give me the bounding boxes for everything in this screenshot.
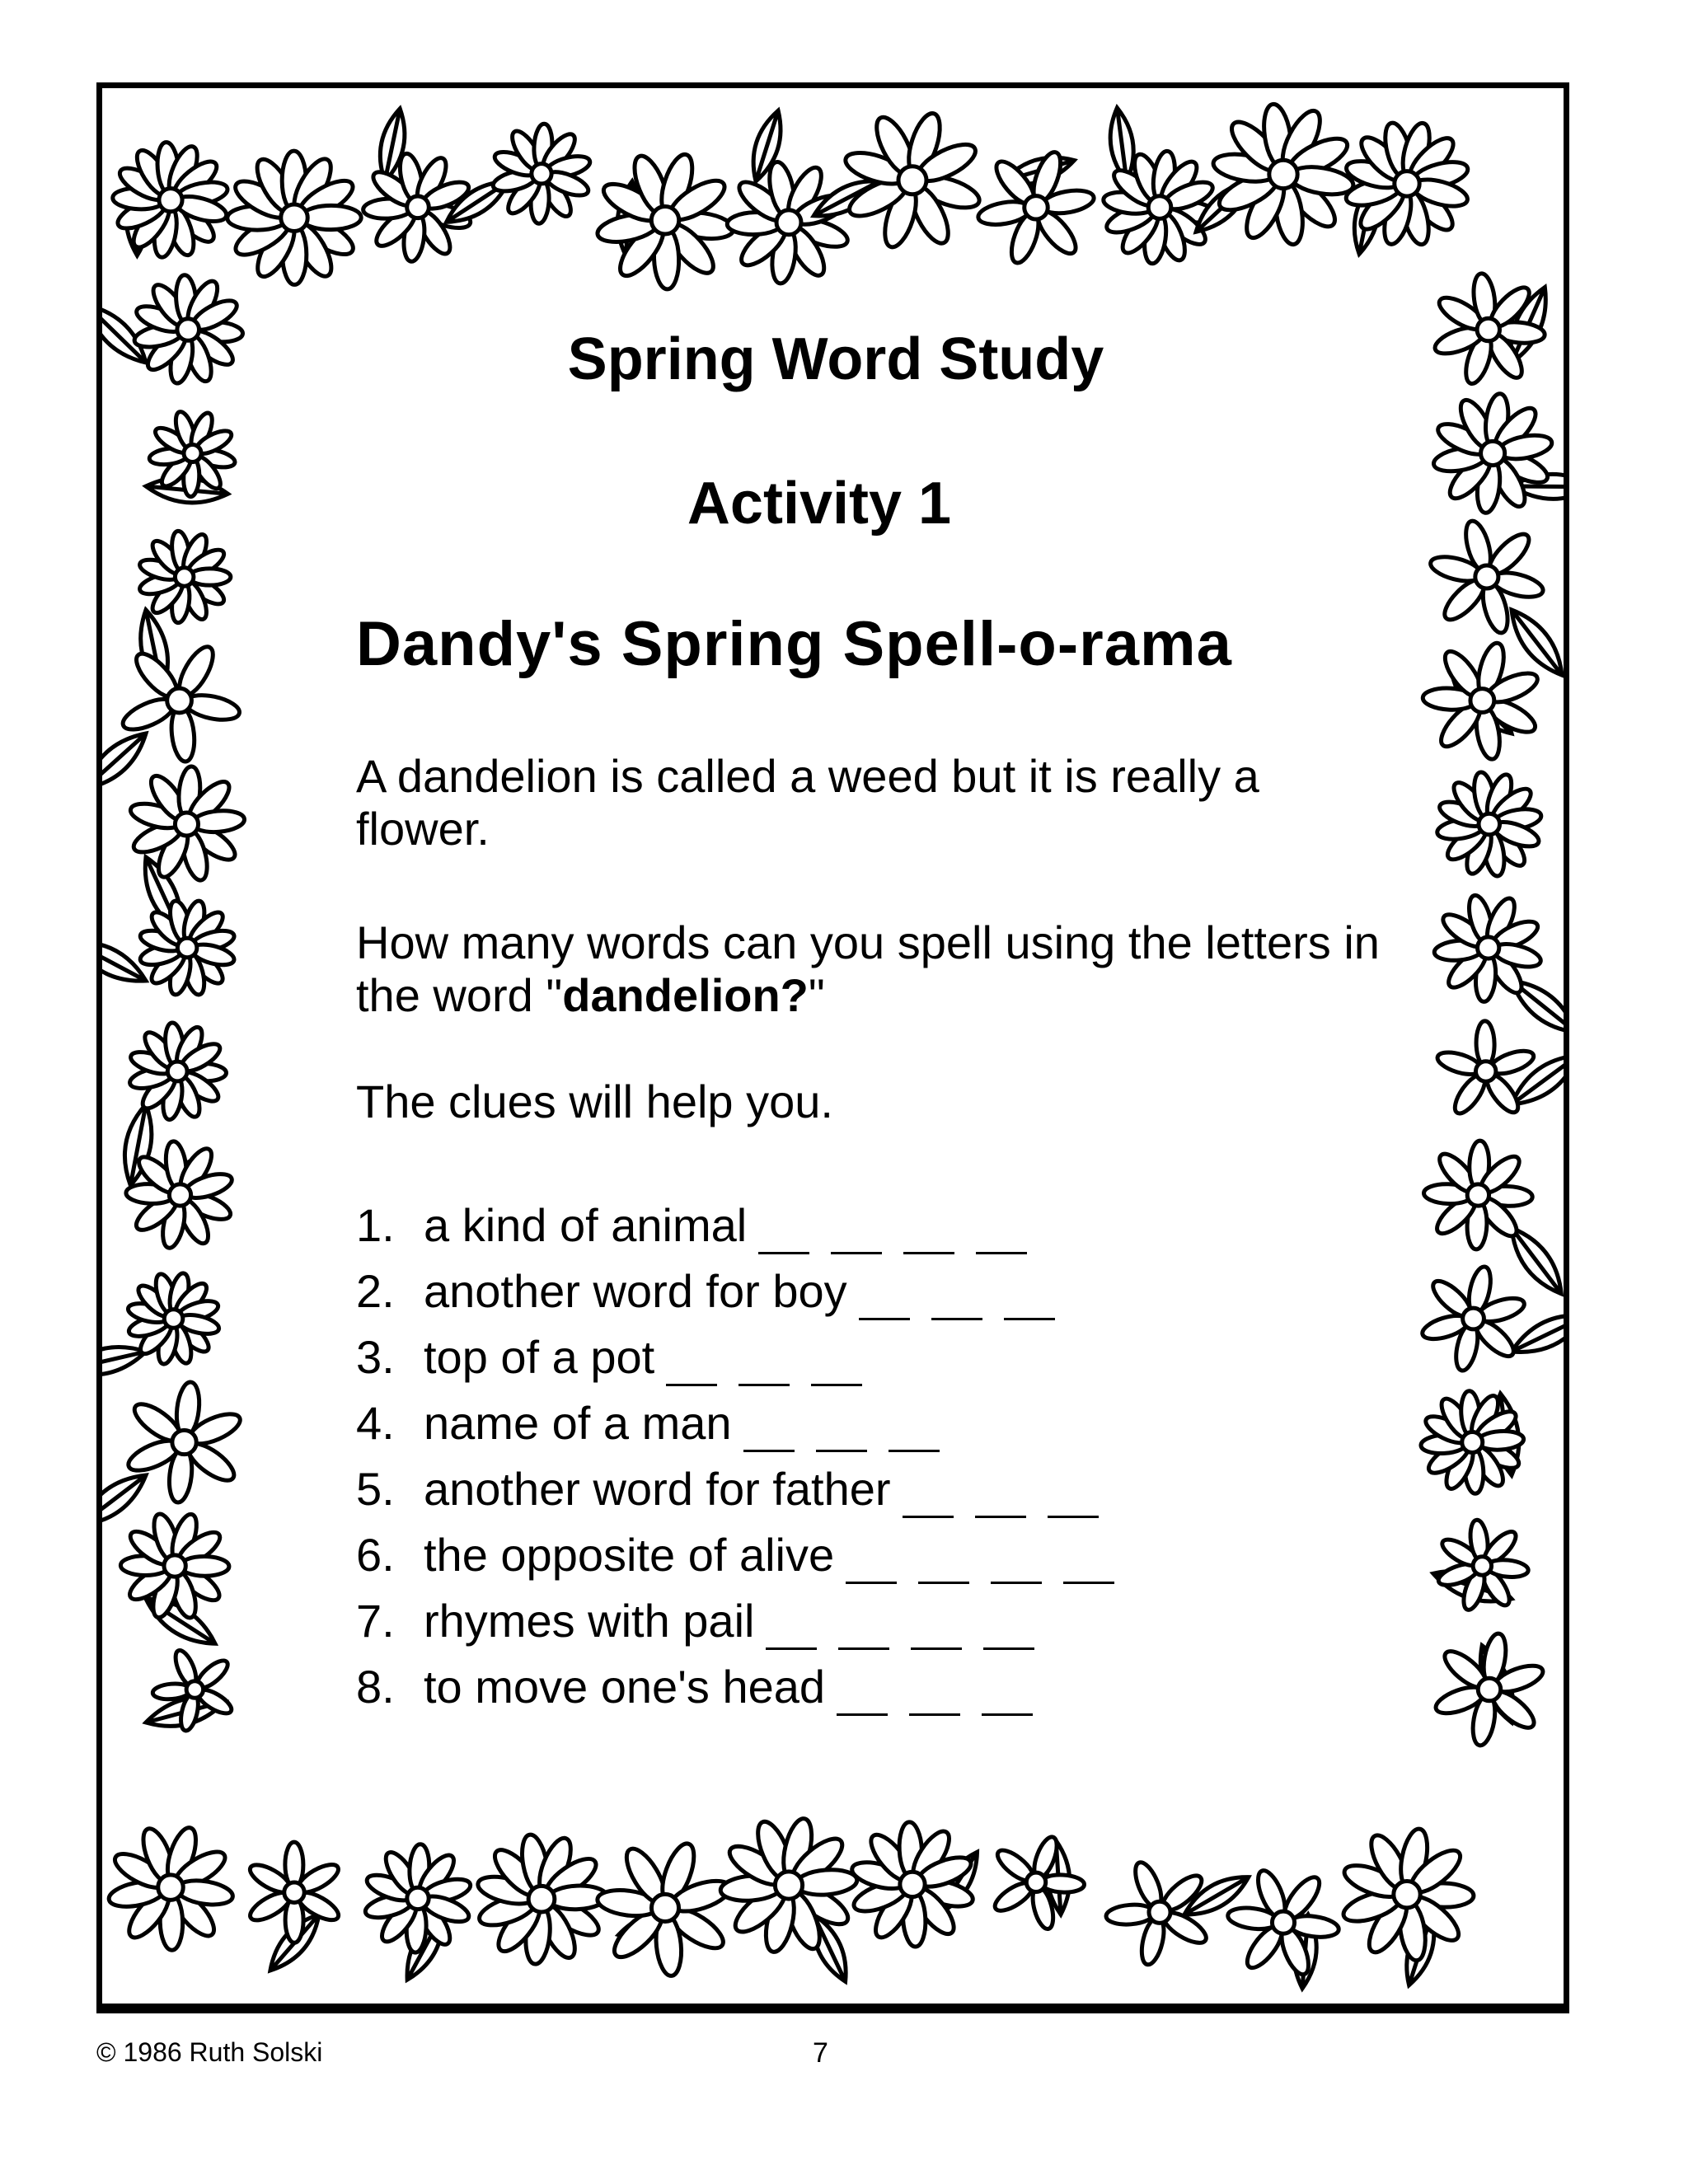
clue-text: another word for father bbox=[424, 1463, 891, 1515]
letter-blank[interactable] bbox=[991, 1549, 1042, 1584]
keyword: dandelion? bbox=[562, 969, 809, 1021]
clue-number: 7. bbox=[356, 1595, 395, 1647]
clue-item bbox=[356, 1460, 1114, 1526]
question-paragraph bbox=[356, 916, 1386, 1022]
answer-blanks bbox=[766, 1601, 1034, 1637]
letter-blank[interactable] bbox=[975, 1483, 1026, 1518]
letter-blank[interactable] bbox=[666, 1351, 717, 1386]
page-number: 7 bbox=[813, 2037, 828, 2069]
clue-item bbox=[356, 1658, 1114, 1724]
clue-number: 3. bbox=[356, 1331, 395, 1383]
clue-number: 5. bbox=[356, 1463, 395, 1515]
letter-blank[interactable] bbox=[1048, 1483, 1099, 1518]
question-text: How many words can you spell using the letters in the word " bbox=[356, 916, 1380, 1021]
letter-blank[interactable] bbox=[903, 1219, 954, 1254]
letter-blank[interactable] bbox=[911, 1615, 962, 1650]
clue-number: 4. bbox=[356, 1397, 395, 1449]
intro-paragraph: A dandelion is called a weed but it is really a flower. bbox=[356, 750, 1259, 855]
answer-blanks bbox=[743, 1404, 940, 1439]
letter-blank[interactable] bbox=[811, 1351, 862, 1386]
clue-text: the opposite of alive bbox=[424, 1529, 835, 1581]
clue-text: a kind of animal bbox=[424, 1199, 748, 1251]
letter-blank[interactable] bbox=[909, 1680, 960, 1716]
activity-heading: Activity 1 bbox=[687, 471, 952, 537]
letter-blank[interactable] bbox=[831, 1219, 882, 1254]
letter-blank[interactable] bbox=[889, 1417, 940, 1452]
letter-blank[interactable] bbox=[846, 1549, 897, 1584]
answer-blanks bbox=[846, 1535, 1114, 1571]
letter-blank[interactable] bbox=[859, 1285, 910, 1320]
letter-blank[interactable] bbox=[743, 1417, 795, 1452]
clue-text: to move one's head bbox=[424, 1661, 826, 1713]
letter-blank[interactable] bbox=[903, 1483, 954, 1518]
clue-text: another word for boy bbox=[424, 1265, 847, 1317]
letter-blank[interactable] bbox=[738, 1351, 790, 1386]
letter-blank[interactable] bbox=[983, 1615, 1034, 1650]
letter-blank[interactable] bbox=[838, 1615, 889, 1650]
letter-blank[interactable] bbox=[1004, 1285, 1055, 1320]
copyright-notice: © 1986 Ruth Solski bbox=[96, 2037, 323, 2067]
clue-text: rhymes with pail bbox=[424, 1595, 755, 1647]
clue-number: 1. bbox=[356, 1199, 395, 1251]
answer-blanks bbox=[666, 1338, 862, 1373]
answer-blanks bbox=[859, 1272, 1055, 1307]
answer-blanks bbox=[837, 1667, 1033, 1703]
clue-item bbox=[356, 1526, 1114, 1592]
clue-list bbox=[356, 1197, 1114, 1724]
clue-number: 2. bbox=[356, 1265, 395, 1317]
letter-blank[interactable] bbox=[918, 1549, 969, 1584]
answer-blanks bbox=[903, 1469, 1099, 1505]
question-close-quote: " bbox=[808, 969, 825, 1021]
clue-item bbox=[356, 1329, 1114, 1394]
letter-blank[interactable] bbox=[837, 1680, 888, 1716]
answer-blanks bbox=[758, 1206, 1027, 1241]
clue-number: 8. bbox=[356, 1661, 395, 1713]
clue-number: 6. bbox=[356, 1529, 395, 1581]
letter-blank[interactable] bbox=[976, 1219, 1027, 1254]
letter-blank[interactable] bbox=[931, 1285, 982, 1320]
letter-blank[interactable] bbox=[816, 1417, 867, 1452]
page-title: Spring Word Study bbox=[567, 326, 1104, 392]
clue-text: name of a man bbox=[424, 1397, 732, 1449]
clue-item bbox=[356, 1394, 1114, 1460]
letter-blank[interactable] bbox=[766, 1615, 817, 1650]
activity-subtitle: Dandy's Spring Spell-o-rama bbox=[356, 609, 1232, 679]
clue-text: top of a pot bbox=[424, 1331, 655, 1383]
letter-blank[interactable] bbox=[982, 1680, 1033, 1716]
letter-blank[interactable] bbox=[1063, 1549, 1114, 1584]
clue-item bbox=[356, 1197, 1114, 1263]
instruction-paragraph: The clues will help you. bbox=[356, 1076, 833, 1127]
clue-item bbox=[356, 1263, 1114, 1329]
letter-blank[interactable] bbox=[758, 1219, 809, 1254]
clue-item bbox=[356, 1592, 1114, 1658]
